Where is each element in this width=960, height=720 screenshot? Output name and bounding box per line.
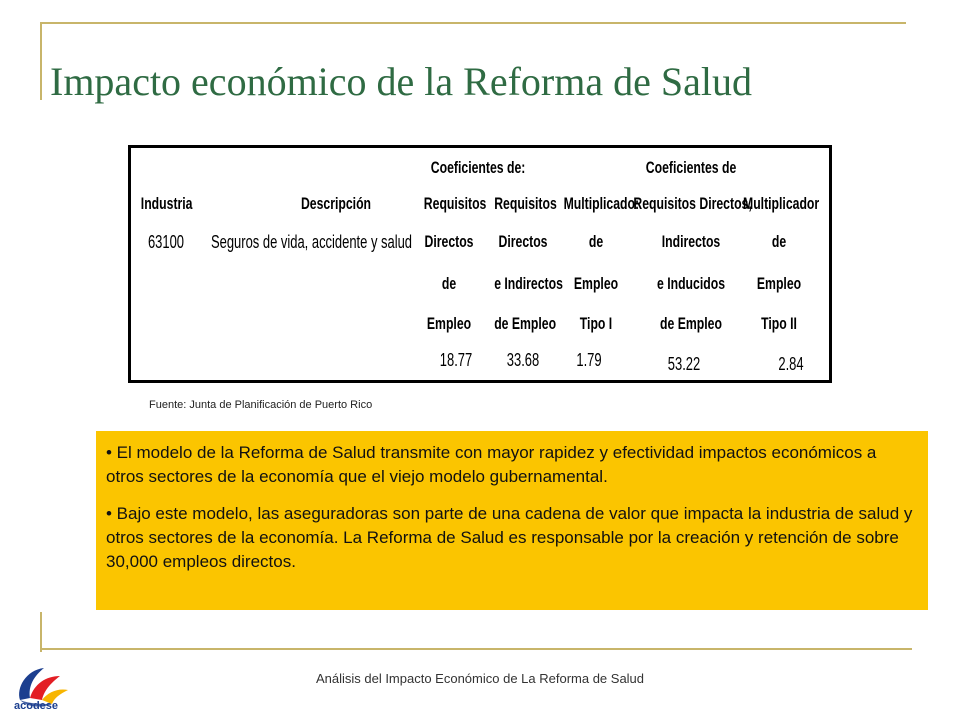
footer-text: Análisis del Impacto Económico de La Reforma de Salud xyxy=(315,671,645,686)
header-req-inducidos-2: Indirectos xyxy=(661,232,721,251)
header-req-inducidos-3: e Inducidos xyxy=(656,274,726,293)
header-req-directos-2: Directos xyxy=(424,232,474,251)
bullet-2: • Bajo este modelo, las aseguradoras son parte de una cadena de valor que impacta la industria de salud y otros sectores de la economía. La Reforma de Salud es responsable por la creación y retención de sobre 30,000 empleos directos. xyxy=(106,504,913,571)
cell-req-directos: 18.77 xyxy=(439,350,473,370)
coefficients-table xyxy=(128,145,832,383)
header-industria: Industria xyxy=(140,194,193,213)
bullet-1: • El modelo de la Reforma de Salud transmite con mayor rapidez y efectividad impactos económicos a otros sectores de la economía que el viejo modelo gubernamental. xyxy=(106,443,877,486)
highlight-box xyxy=(96,431,928,610)
header-mult1-3: Empleo xyxy=(573,274,619,293)
cell-mult2: 2.84 xyxy=(778,354,804,374)
cell-req-inducidos: 53.22 xyxy=(667,354,701,374)
header-req-inducidos-4: de Empleo xyxy=(660,314,722,333)
logo-wordmark: acodese xyxy=(14,700,59,712)
source-note: Fuente: Junta de Planificación de Puerto Rico xyxy=(149,399,373,411)
header-descripcion: Descripción xyxy=(300,194,372,213)
slide-title: Impacto económico de la Reforma de Salud xyxy=(50,59,752,104)
header-req-inducidos-1: Requisitos Directos, xyxy=(633,194,752,213)
left-rule xyxy=(40,22,42,100)
cell-descripcion: Seguros de vida, accidente y salud xyxy=(211,232,413,252)
header-mult2-2: de xyxy=(771,232,787,251)
header-mult2-4: Tipo II xyxy=(761,314,797,333)
bottom-rule xyxy=(40,648,912,650)
header-req-directos-4: Empleo xyxy=(426,314,472,333)
group-header-2: Coeficientes de xyxy=(645,158,737,177)
header-req-indirectos-2: Directos xyxy=(498,232,548,251)
header-mult1-1: Multiplicado: xyxy=(563,194,640,213)
top-rule xyxy=(40,22,906,24)
header-req-directos-1: Requisitos xyxy=(423,194,487,213)
cell-mult1: 1.79 xyxy=(576,350,602,370)
group-header-1: Coeficientes de: xyxy=(430,158,526,177)
cell-req-indirectos: 33.68 xyxy=(506,350,540,370)
header-req-directos-3: de xyxy=(441,274,457,293)
header-req-indirectos-4: de Empleo xyxy=(494,314,557,333)
header-mult2-1: Multiplicador xyxy=(743,194,820,213)
header-req-indirectos-3: e Indirectos xyxy=(494,274,563,293)
header-req-indirectos-1: Requisitos xyxy=(494,194,557,213)
bottom-left-rule xyxy=(40,612,42,652)
header-mult1-2: de xyxy=(588,232,604,251)
header-mult1-4: Tipo I xyxy=(579,314,613,333)
cell-industria: 63100 xyxy=(147,232,185,252)
header-mult2-3: Empleo xyxy=(756,274,802,293)
